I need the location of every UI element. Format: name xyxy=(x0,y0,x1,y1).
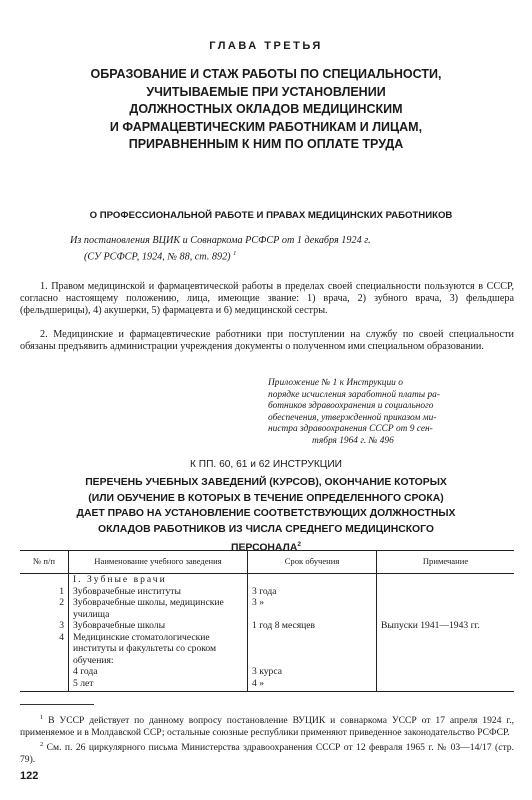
source-line-2 xyxy=(70,247,520,263)
section-title: О ПРОФЕССИОНАЛЬНОЙ РАБОТЕ И ПРАВАХ МЕДИЦИНСКИХ РАБОТНИКОВ xyxy=(89,210,453,221)
empty-cell xyxy=(377,574,515,586)
appendix-line: нистра здравоохранения СССР от 9 сен- xyxy=(268,424,433,435)
row-term: 3 года xyxy=(248,586,377,598)
empty-cell xyxy=(248,574,377,586)
group-title: I. Зубные врачи xyxy=(69,574,248,586)
source-line-2-text: (СУ РСФСР, 1924, № 88, ст. 892) xyxy=(84,251,231,263)
institutions-table xyxy=(20,550,514,692)
table-row xyxy=(20,620,514,632)
table-row xyxy=(20,586,514,598)
row-number: 3 xyxy=(59,620,64,631)
source-citation xyxy=(70,234,520,263)
list-title-line: ОКЛАДОВ РАБОТНИКОВ ИЗ ЧИСЛА СРЕДНЕГО МЕДИЦИНСКОГО xyxy=(98,523,434,535)
empty-cell xyxy=(20,678,69,692)
list-title-line: ДАЕТ ПРАВО НА УСТАНОВЛЕНИЕ СООТВЕТСТВУЮЩИХ ДОЛЖНОСТНЫХ xyxy=(76,508,456,519)
row-note xyxy=(377,597,515,620)
row-note xyxy=(377,586,515,598)
footnote-divider xyxy=(20,704,94,705)
col-header-note: Примечание xyxy=(377,551,515,574)
row-name: Медицинские стоматологические институты и факультеты со сроком обучения: xyxy=(69,632,248,667)
footnotes xyxy=(20,712,514,766)
row-term: 3 » xyxy=(248,597,377,620)
subrow-name: 4 года xyxy=(69,666,248,678)
row-name: Зубоврачебные школы, медицинские училища xyxy=(69,597,248,620)
empty-cell xyxy=(20,666,69,678)
footnote-mark: 1 xyxy=(233,250,237,257)
row-name: Зубоврачебные институты xyxy=(69,586,248,598)
source-line-1: Из постановления ВЦИК и Совнаркома РСФСР от 1 декабря 1924 г. xyxy=(70,235,371,246)
table-header-row xyxy=(20,551,514,574)
empty-cell xyxy=(377,678,515,692)
appendix-line: ботников здравоохранения и социального xyxy=(268,401,434,412)
footnote xyxy=(20,739,514,766)
row-number: 4 xyxy=(59,631,64,643)
footnote-text: См. п. 26 циркулярного письма Министерства здравоохранения СССР от 12 февраля 1965 г. № 03—14/17 (стр. 79). xyxy=(20,741,514,765)
chapter-heading: ГЛАВА ТРЕТЬЯ xyxy=(209,40,323,52)
appendix-note xyxy=(268,378,516,448)
appendix-line: обеспечения, утвержденной приказом ми- xyxy=(268,412,437,423)
main-title-line: ПРИРАВНЕННЫМ К НИМ ПО ОПЛАТЕ ТРУДА xyxy=(128,137,404,151)
list-title-line: ПЕРЕЧЕНЬ УЧЕБНЫХ ЗАВЕДЕНИЙ (КУРСОВ), ОКОНЧАНИЕ КОТОРЫХ xyxy=(85,477,447,488)
subrow-term: 4 » xyxy=(248,678,377,692)
footnote-mark: 2 xyxy=(40,740,44,748)
row-note xyxy=(377,632,515,667)
list-title-last: ПЕРСОНАЛА xyxy=(231,542,298,554)
table-subrow xyxy=(20,666,514,678)
footnote-mark: 1 xyxy=(40,714,44,721)
instruction-reference: К ПП. 60, 61 и 62 ИНСТРУКЦИИ xyxy=(190,459,342,470)
main-title-line: ДОЛЖНОСТНЫХ ОКЛАДОВ МЕДИЦИНСКИМ xyxy=(129,102,403,116)
subrow-name: 5 лет xyxy=(69,678,248,692)
paragraph-2: 2. Медицинские и фармацевтические работники при поступлении на службу по своей специальности обязаны предъявить администрации учреждения документы о полученном ими специальном образовании. xyxy=(20,329,514,352)
appendix-line: тября 1964 г. № 496 xyxy=(312,435,394,446)
table-subrow xyxy=(20,678,514,692)
page-number: 122 xyxy=(20,770,39,782)
main-title-line: УЧИТЫВАЕМЫЕ ПРИ УСТАНОВЛЕНИИ xyxy=(146,84,386,99)
group-row xyxy=(20,574,514,586)
col-header-name: Наименование учебного заведения xyxy=(69,551,248,574)
list-title-line: (ИЛИ ОБУЧЕНИЕ В КОТОРЫХ В ТЕЧЕНИЕ ОПРЕДЕЛЕННОГО СРОКА) xyxy=(88,492,444,504)
appendix-line: Приложение № 1 к Инструкции о xyxy=(268,378,403,388)
footnote-text: В УССР действует по данному вопросу постановление ВУЦИК и совнаркома УССР от 17 апреля 1924 г., применяемое и в Молдавской ССР; остальные союзные республики применяют приведенное законодательство РСФСР. xyxy=(20,715,514,738)
row-term xyxy=(248,632,377,667)
paragraph-1: 1. Правом медицинской и фармацевтической работы в пределах своей специальности пользуются в СССР, согласно настоящему положению, лица, имеющие звание: 1) врача, 2) зубного врача, 3) фельдшера (фельдшерицы), 4) акушерки, 5) фармацевта и 6) медицинской сестры. xyxy=(20,281,514,316)
row-number: 1 xyxy=(59,585,64,597)
table-row xyxy=(20,597,514,620)
row-note: Выпуски 1941—1943 гг. xyxy=(377,620,515,632)
list-title xyxy=(44,475,488,556)
footnote-mark: 2 xyxy=(297,541,301,548)
table-row xyxy=(20,632,514,667)
row-name: Зубоврачебные школы xyxy=(69,620,248,632)
empty-cell xyxy=(20,574,69,586)
footnote xyxy=(20,712,514,739)
col-header-number: № п/п xyxy=(20,551,69,574)
main-title xyxy=(44,66,488,154)
subrow-term: 3 курса xyxy=(248,666,377,678)
main-title-line: ОБРАЗОВАНИЕ И СТАЖ РАБОТЫ ПО СПЕЦИАЛЬНОСТИ, xyxy=(90,67,442,81)
main-title-line: И ФАРМАЦЕВТИЧЕСКИМ РАБОТНИКАМ И ЛИЦАМ, xyxy=(109,119,423,134)
row-term: 1 год 8 месяцев xyxy=(248,620,377,632)
row-number: 2 xyxy=(59,597,64,608)
empty-cell xyxy=(377,666,515,678)
col-header-term: Срок обучения xyxy=(248,551,377,574)
appendix-line: порядке исчисления заработной платы ра- xyxy=(268,389,440,400)
